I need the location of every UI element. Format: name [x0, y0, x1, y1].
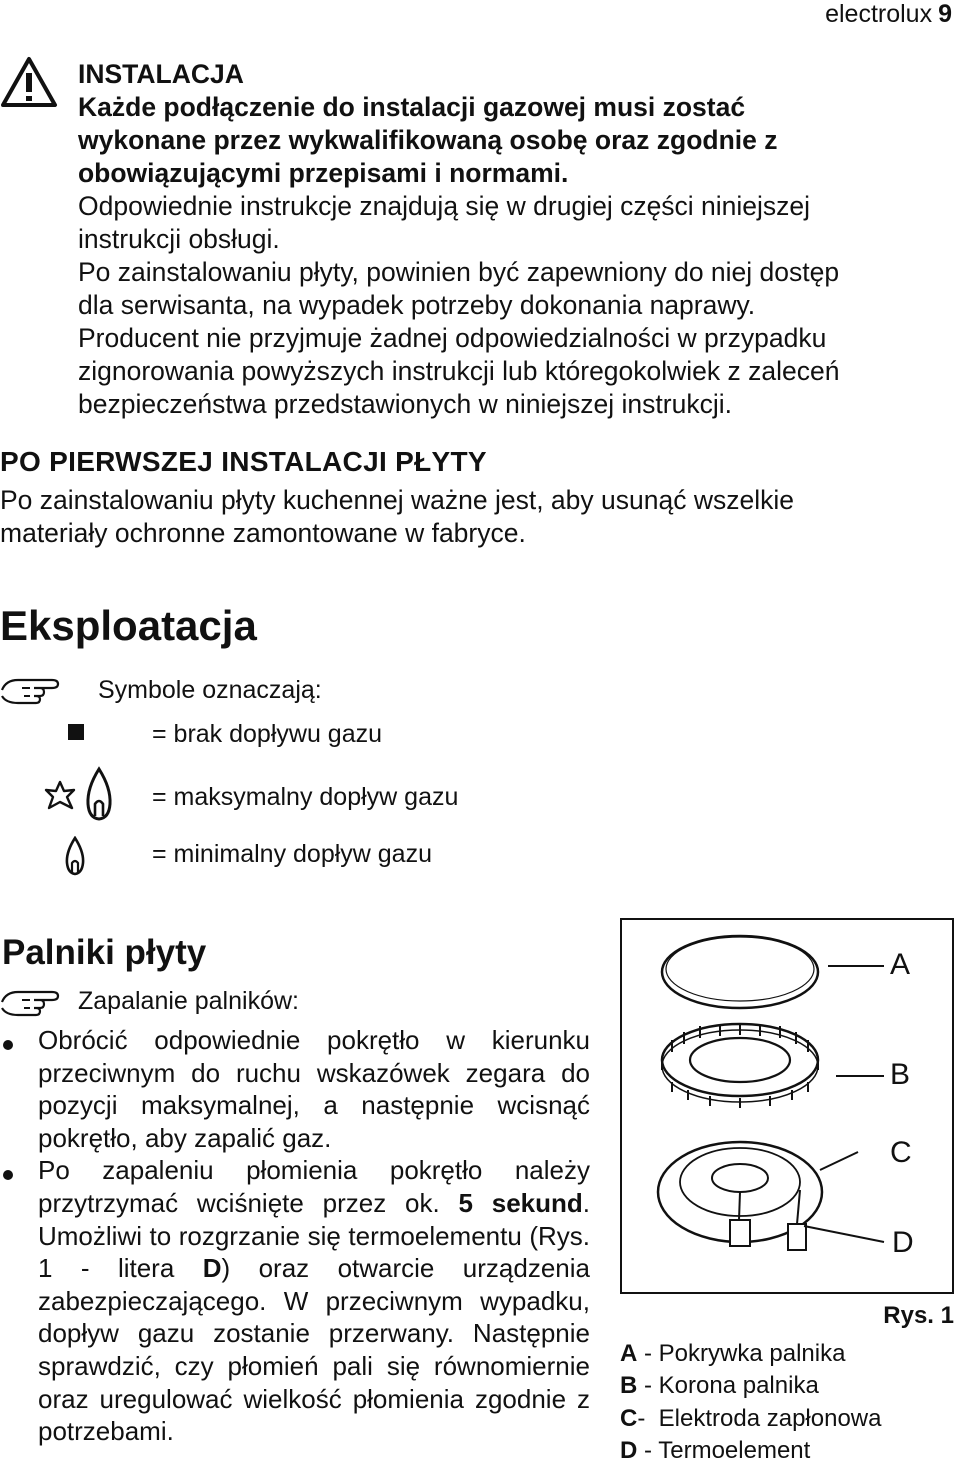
text-line: Po zainstalowaniu płyty, powinien być zapewniony do niej dostęp — [78, 257, 840, 287]
legend-separator: - — [637, 1405, 659, 1432]
figure-label-d: D — [892, 1226, 914, 1259]
legend-item — [620, 1405, 881, 1433]
bold-line: Każde podłączenie do instalacji gazowej musi zostać — [78, 92, 746, 122]
pointing-hand-icon — [0, 672, 60, 706]
ignition-steps — [38, 1024, 590, 1448]
pointing-hand-icon — [0, 984, 60, 1018]
bold-line: wykonane przez wykwalifikowaną osobę oraz zgodnie z — [78, 125, 778, 155]
operation-heading: Eksploatacja — [0, 602, 257, 649]
first-install-title: PO PIERWSZEJ INSTALACJI PŁYTY — [0, 446, 487, 477]
legend-separator: - — [637, 1340, 659, 1367]
symbol-no-gas: = brak dopływu gazu — [152, 720, 383, 748]
step-2-text-b: . Umożliwi to rozgrzanie się termoelementu (Rys. 1 - litera — [38, 1187, 590, 1284]
step-2-duration: 5 sekund — [458, 1187, 583, 1218]
legend-text: Korona palnika — [658, 1372, 819, 1399]
step-2-letter: D — [202, 1253, 222, 1284]
bullet-dot — [3, 1170, 13, 1180]
text-line: dla serwisanta, na wypadek potrzeby dokonania naprawy. — [78, 290, 756, 320]
bold-line: obowiązującymi przepisami i normami. — [78, 158, 569, 188]
symbols-intro: Symbole oznaczają: — [98, 676, 322, 704]
step-2-text-a: Po zapaleniu płomienia pokrętło należy przytrzymać wciśnięte przez ok. — [38, 1155, 590, 1218]
legend-key: A — [620, 1340, 638, 1367]
installation-section — [78, 58, 948, 421]
max-flame-icon — [84, 766, 114, 822]
legend-text: Elektroda zapłonowa — [658, 1405, 882, 1432]
figure-caption: Rys. 1 — [883, 1302, 954, 1329]
legend-item — [620, 1437, 810, 1465]
figure-label-c: C — [890, 1136, 912, 1169]
text-line: bezpieczeństwa przedstawionych w niniejszej instrukcji. — [78, 389, 732, 419]
text-line: Po zainstalowaniu płyty kuchennej ważne jest, aby usunąć wszelkie — [0, 485, 794, 515]
legend-item — [620, 1372, 819, 1400]
installation-title: INSTALACJA — [78, 59, 244, 89]
step-2-text-c: ) oraz otwarcie urządzenia zabezpieczającego. W przeciwnym wypadku, dopływ gazu zostanie przerwany. Następnie sprawdzić, czy płomień pali się równomiernie oraz uregulować wielkość płomienia zgodnie z potrzebami. — [38, 1253, 591, 1447]
page-header — [825, 0, 952, 29]
figure-label-a: A — [890, 948, 911, 981]
step-1: Obrócić odpowiednie pokrętło w kierunku przeciwnym do ruchu wskazówek zegara do pozycji maksymalnej, a następnie wcisnąć pokrętło, aby zapalić gaz. — [38, 1025, 590, 1153]
text-line: instrukcji obsługi. — [78, 224, 280, 254]
brand-name: electrolux — [825, 0, 933, 28]
text-line: Odpowiednie instrukcje znajdują się w drugiej części niniejszej — [78, 191, 811, 221]
legend-item — [620, 1340, 845, 1368]
ignition-intro: Zapalanie palników: — [78, 987, 299, 1015]
legend-text: Pokrywka palnika — [658, 1340, 846, 1367]
min-flame-icon — [64, 836, 86, 876]
figure-label-b: B — [890, 1058, 911, 1091]
legend-text: Termoelement — [658, 1437, 811, 1464]
legend-key: D — [620, 1437, 638, 1464]
symbol-max-gas: = maksymalny dopływ gazu — [152, 783, 459, 811]
warning-icon — [0, 56, 58, 108]
burners-heading: Palniki płyty — [2, 933, 207, 972]
legend-key: B — [620, 1372, 638, 1399]
legend-key: C — [620, 1405, 638, 1432]
legend-separator: - — [637, 1372, 659, 1399]
step-2 — [38, 1154, 590, 1447]
first-install-body — [0, 484, 950, 550]
symbol-min-gas: = minimalny dopływ gazu — [152, 840, 432, 868]
no-gas-square-icon — [68, 724, 84, 740]
bullet-dot — [3, 1040, 13, 1050]
text-line: zignorowania powyższych instrukcji lub któregokolwiek z zaleceń — [78, 356, 840, 386]
legend-separator: - — [637, 1437, 659, 1464]
star-icon — [44, 780, 76, 812]
text-line: materiały ochronne zamontowane w fabryce. — [0, 518, 526, 548]
page-number: 9 — [938, 0, 952, 28]
text-line: Producent nie przyjmuje żadnej odpowiedzialności w przypadku — [78, 323, 827, 353]
